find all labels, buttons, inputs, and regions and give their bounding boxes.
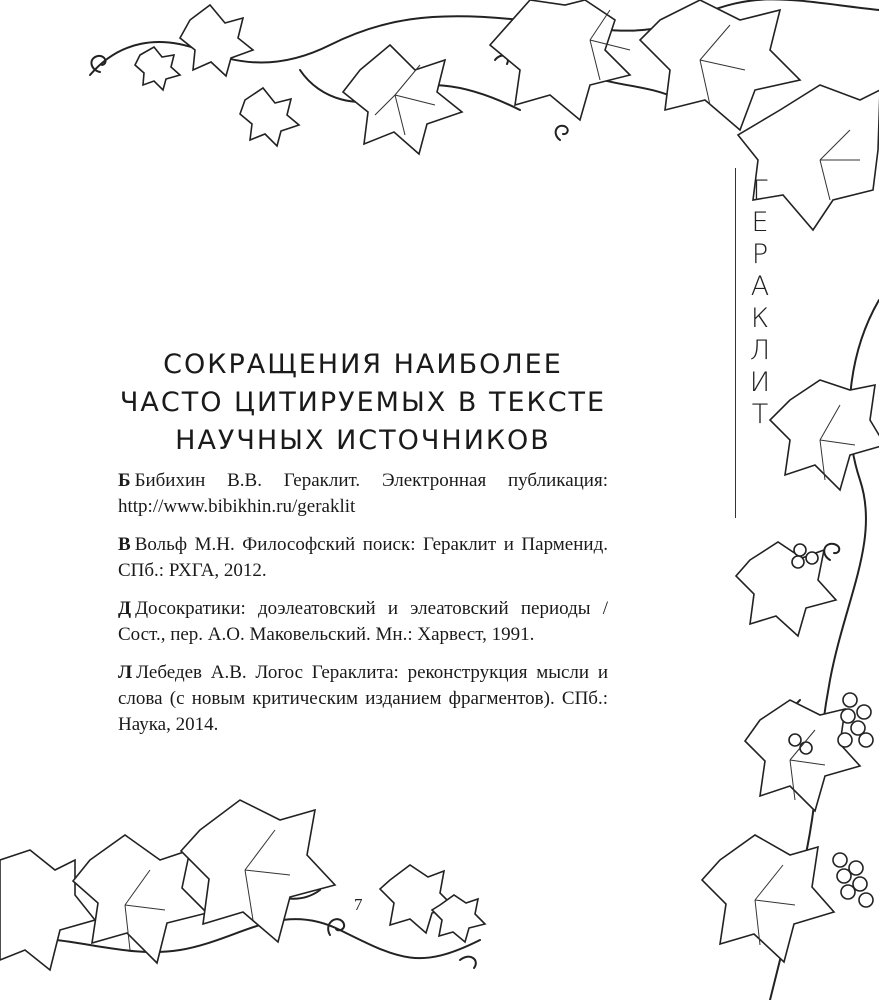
side-title-letter: Л [749, 335, 771, 366]
reference-item [118, 532, 608, 584]
side-title-letter: К [750, 303, 770, 334]
reference-text: Бибихин В.В. Гераклит. Электронная публикация: http://www.bibikhin.ru/geraklit [118, 470, 608, 517]
reference-item [118, 660, 608, 738]
reference-text: Вольф М.Н. Философский поиск: Гераклит и Парменид. СПб.: РХГА, 2012. [118, 534, 608, 581]
running-header-vertical [745, 175, 775, 431]
side-title-letter: Т [751, 399, 769, 430]
heading-line: СОКРАЩЕНИЯ НАИБОЛЕЕ [163, 349, 563, 380]
reference-abbreviation: Д [118, 598, 132, 619]
side-title-letter: И [749, 367, 771, 398]
side-title-letter: Г [752, 175, 768, 206]
side-title-letter: Е [751, 207, 769, 238]
side-title-letter: А [750, 271, 770, 302]
page-number: 7 [354, 895, 363, 914]
section-heading [118, 346, 608, 460]
reference-abbreviation: Б [118, 470, 131, 491]
reference-abbreviation: В [118, 534, 131, 555]
reference-abbreviation: Л [118, 662, 133, 683]
reference-text: Досократики: доэлеатовский и элеатовский периоды / Сост., пер. А.О. Маковельский. Мн.: Харвест, 1991. [118, 598, 608, 645]
reference-list [118, 468, 608, 750]
side-divider [735, 168, 736, 518]
reference-item [118, 468, 608, 520]
heading-line: ЧАСТО ЦИТИРУЕМЫХ В ТЕКСТЕ [119, 387, 607, 418]
reference-item [118, 596, 608, 648]
reference-text: Лебедев А.В. Логос Гераклита: реконструкция мысли и слова (с новым критическим изданием фрагментов). СПб.: Наука, 2014. [118, 662, 608, 735]
heading-line: НАУЧНЫХ ИСТОЧНИКОВ [175, 425, 551, 456]
side-title-letter: Р [751, 239, 769, 270]
